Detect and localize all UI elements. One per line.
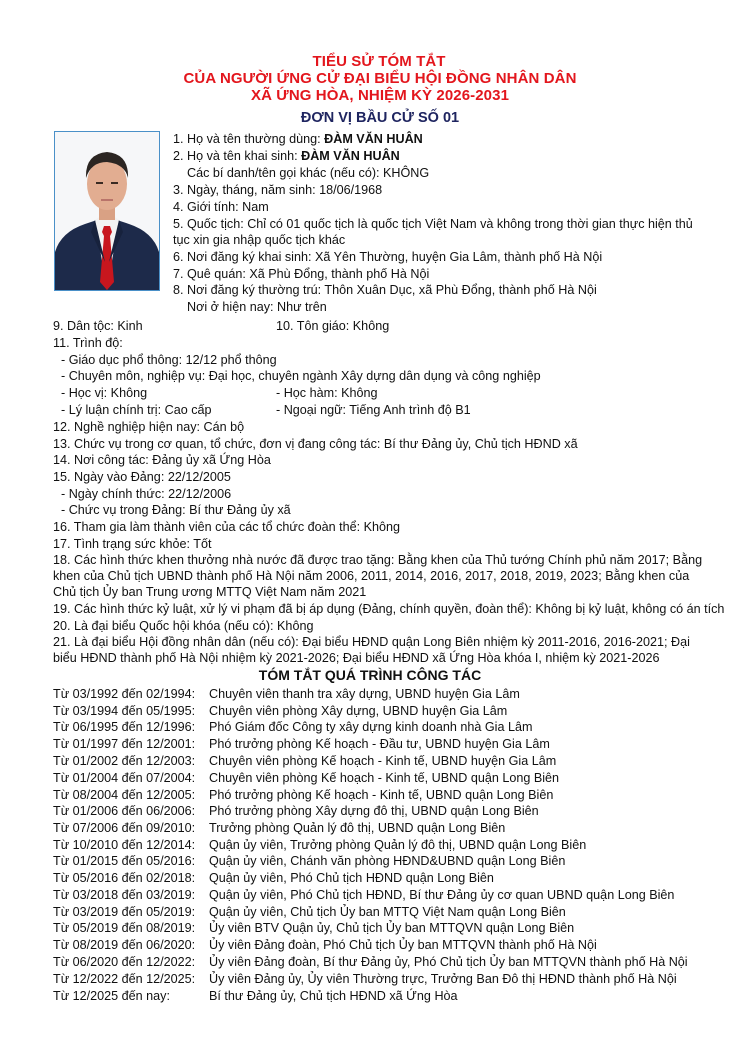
field-nationality-cont: tục xin gia nhập quốc tịch khác <box>173 233 346 247</box>
career-desc: Ủy viên BTV Quận ủy, Chủ tịch Ủy ban MTTQVN quận Long Biên <box>209 921 575 935</box>
career-row <box>53 736 550 753</box>
career-desc: Chuyên viên phòng Kế hoạch - Kinh tế, UBND huyện Gia Lâm <box>209 754 557 768</box>
field-gender: 4. Giới tính: Nam <box>173 200 269 214</box>
career-desc: Ủy viên Đảng ủy, Ủy viên Thường trực, Trưởng Ban Đô thị HĐND thành phố Hà Nội <box>209 972 677 986</box>
field-hometown: 7. Quê quán: Xã Phù Đổng, thành phố Hà Nội <box>173 267 430 281</box>
field-party-position: - Chức vụ trong Đảng: Bí thư Đảng ủy xã <box>61 503 291 517</box>
field-academic-degree: - Học vị: Không <box>61 386 148 400</box>
career-period: Từ 12/2022 đến 12/2025: <box>53 972 196 986</box>
career-desc: Quận ủy viên, Chủ tịch Ủy ban MTTQ Việt Nam quận Long Biên <box>209 905 566 919</box>
career-period: Từ 08/2019 đến 06/2020: <box>53 938 196 952</box>
field-discipline: 19. Các hình thức kỷ luật, xử lý vi phạm đã bị áp dụng (Đảng, chính quyền, đoàn thể): Không bị kỷ luật, không có án tích <box>53 602 725 616</box>
document-header <box>0 53 740 127</box>
career-period: Từ 03/2018 đến 03/2019: <box>53 888 196 902</box>
career-row <box>53 803 539 820</box>
field-national-assembly: 20. Là đại biểu Quốc hội khóa (nếu có): Không <box>53 619 314 633</box>
career-desc: Ủy viên Đảng đoàn, Phó Chủ tịch Ủy ban MTTQVN thành phố Hà Nội <box>209 938 597 952</box>
career-desc: Phó trưởng phòng Kế hoạch - Kinh tế, UBND quận Long Biên <box>209 788 554 802</box>
field-aliases: Các bí danh/tên gọi khác (nếu có): KHÔNG <box>187 166 430 180</box>
career-row <box>53 853 565 870</box>
career-row <box>53 971 677 988</box>
field-political-theory: - Lý luận chính trị: Cao cấp <box>61 403 212 417</box>
candidate-portrait <box>54 131 160 291</box>
field-birth-date: 3. Ngày, tháng, năm sinh: 18/06/1968 <box>173 183 383 197</box>
field-birth-name: 2. Họ và tên khai sinh: ĐÀM VĂN HUÂN <box>173 149 400 163</box>
common-name-value: ĐÀM VĂN HUÂN <box>324 132 423 146</box>
field-education-heading: 11. Trình độ: <box>53 336 123 350</box>
career-period: Từ 01/2006 đến 06/2006: <box>53 804 196 818</box>
field-permanent-residence: 8. Nơi đăng ký thường trú: Thôn Xuân Dục, xã Phù Đổng, thành phố Hà Nội <box>173 283 597 297</box>
career-period: Từ 08/2004 đến 12/2005: <box>53 788 196 802</box>
career-desc: Chuyên viên thanh tra xây dựng, UBND huyện Gia Lâm <box>209 687 520 701</box>
career-period: Từ 03/2019 đến 05/2019: <box>53 905 196 919</box>
career-desc: Quận ủy viên, Phó Chủ tịch HĐND, Bí thư Đảng ủy cơ quan UBND quận Long Biên <box>209 888 675 902</box>
career-row <box>53 703 507 720</box>
field-awards-cont-1: khen của Chủ tịch UBND thành phố Hà Nội năm 2006, 2011, 2014, 2016, 2017, 2018, 2019, 2023; Bằng khen của <box>53 569 690 583</box>
career-desc: Bí thư Đảng ủy, Chủ tịch HĐND xã Ứng Hòa <box>209 989 458 1003</box>
field-religion: 10. Tôn giáo: Không <box>276 319 390 333</box>
career-period: Từ 06/2020 đến 12/2022: <box>53 955 196 969</box>
career-heading: TÓM TẮT QUÁ TRÌNH CÔNG TÁC <box>258 667 482 683</box>
career-row <box>53 954 688 971</box>
career-period: Từ 01/2002 đến 12/2003: <box>53 754 196 768</box>
career-desc: Phó Giám đốc Công ty xây dựng kinh doanh nhà Gia Lâm <box>209 720 533 734</box>
career-row <box>53 887 674 904</box>
title-line-2: CỦA NGƯỜI ỨNG CỬ ĐẠI BIỂU HỘI ĐỒNG NHÂN DÂN <box>183 70 577 87</box>
career-period: Từ 10/2010 đến 12/2014: <box>53 838 196 852</box>
career-desc: Phó trưởng phòng Kế hoạch - Đầu tư, UBND huyện Gia Lâm <box>209 737 550 751</box>
career-desc: Trưởng phòng Quản lý đô thị, UBND quận Long Biên <box>209 821 506 835</box>
career-period: Từ 05/2019 đến 08/2019: <box>53 921 196 935</box>
career-desc: Quận ủy viên, Trưởng phòng Quản lý đô thị, UBND quận Long Biên <box>209 838 587 852</box>
title-line-3: XÃ ỨNG HÒA, NHIỆM KỲ 2026-2031 <box>250 87 510 104</box>
career-period: Từ 12/2025 đến nay: <box>53 989 170 1003</box>
birth-name-value: ĐÀM VĂN HUÂN <box>301 149 400 163</box>
portrait-image <box>55 132 159 290</box>
field-current-residence: Nơi ở hiện nay: Như trên <box>187 300 327 314</box>
career-row <box>53 988 458 1005</box>
career-period: Từ 05/2016 đến 02/2018: <box>53 871 196 885</box>
career-row <box>53 820 505 837</box>
career-period: Từ 06/1995 đến 12/1996: <box>53 720 196 734</box>
career-row <box>53 837 586 854</box>
career-period: Từ 01/1997 đến 12/2001: <box>53 737 196 751</box>
career-row <box>53 770 559 787</box>
career-row <box>53 719 532 736</box>
career-period: Từ 07/2006 đến 09/2010: <box>53 821 196 835</box>
career-desc: Chuyên viên phòng Kế hoạch - Kinh tế, UBND quận Long Biên <box>209 771 560 785</box>
field-peoples-council-cont: biểu HĐND thành phố Hà Nội nhiệm kỳ 2021-2026; Đại biểu HĐND xã Ứng Hòa khóa I, nhiệm kỳ 2021-2026 <box>53 651 660 665</box>
career-period: Từ 03/1992 đến 02/1994: <box>53 687 196 701</box>
career-desc: Chuyên viên phòng Xây dựng, UBND huyện Gia Lâm <box>209 704 508 718</box>
career-row <box>53 686 520 703</box>
electoral-unit-subtitle: ĐƠN VỊ BẦU CỬ SỐ 01 <box>300 110 460 126</box>
career-row <box>53 920 574 937</box>
career-desc: Quận ủy viên, Chánh văn phòng HĐND&UBND quận Long Biên <box>209 854 566 868</box>
field-position: 13. Chức vụ trong cơ quan, tổ chức, đơn vị đang công tác: Bí thư Đảng ủy, Chủ tịch HĐND xã <box>53 437 578 451</box>
field-ethnicity: 9. Dân tộc: Kinh <box>53 319 143 333</box>
field-general-education: - Giáo dục phổ thông: 12/12 phổ thông <box>61 353 277 367</box>
field-party-official-date: - Ngày chính thức: 22/12/2006 <box>61 487 232 501</box>
field-organizations: 16. Tham gia làm thành viên của các tổ chức đoàn thể: Không <box>53 520 401 534</box>
career-desc: Phó trưởng phòng Xây dựng đô thị, UBND quận Long Biên <box>209 804 539 818</box>
career-row <box>53 753 556 770</box>
career-period: Từ 03/1994 đến 05/1995: <box>53 704 196 718</box>
field-peoples-council: 21. Là đại biểu Hội đồng nhân dân (nếu có): Đại biểu HĐND quận Long Biên nhiệm kỳ 2011-2016, 2016-2021; Đại <box>53 635 690 649</box>
career-desc: Ủy viên Đảng đoàn, Bí thư Đảng ủy, Phó Chủ tịch Ủy ban MTTQVN thành phố Hà Nội <box>209 955 688 969</box>
field-foreign-language: - Ngoại ngữ: Tiếng Anh trình độ B1 <box>276 403 471 417</box>
field-party-join-date: 15. Ngày vào Đảng: 22/12/2005 <box>53 470 231 484</box>
career-period: Từ 01/2015 đến 05/2016: <box>53 854 196 868</box>
field-common-name: 1. Họ và tên thường dùng: ĐÀM VĂN HUÂN <box>173 132 423 146</box>
field-occupation: 12. Nghề nghiệp hiện nay: Cán bộ <box>53 420 245 434</box>
career-row <box>53 904 566 921</box>
field-professional-training: - Chuyên môn, nghiệp vụ: Đại học, chuyên ngành Xây dựng dân dụng và công nghiệp <box>61 369 541 383</box>
career-desc: Quận ủy viên, Phó Chủ tịch HĐND quận Long Biên <box>209 871 494 885</box>
field-awards: 18. Các hình thức khen thưởng nhà nước đã được trao tặng: Bằng khen của Thủ tướng Chính phủ năm 2017; Bằng <box>53 553 703 567</box>
field-health: 17. Tình trạng sức khỏe: Tốt <box>53 537 212 551</box>
career-row <box>53 787 553 804</box>
title-line-1: TIỂU SỬ TÓM TẮT <box>312 53 446 70</box>
career-row <box>53 870 494 887</box>
field-birth-registration: 6. Nơi đăng ký khai sinh: Xã Yên Thường, huyện Gia Lâm, thành phố Hà Nội <box>173 250 603 264</box>
career-period: Từ 01/2004 đến 07/2004: <box>53 771 196 785</box>
field-nationality: 5. Quốc tịch: Chỉ có 01 quốc tịch là quốc tịch Việt Nam và không trong thời gian thực hiện thủ <box>173 217 693 231</box>
career-row <box>53 937 597 954</box>
field-academic-title: - Học hàm: Không <box>276 386 378 400</box>
field-awards-cont-2: Chủ tịch Ủy ban Trung ương MTTQ Việt Nam năm 2021 <box>53 585 367 599</box>
field-workplace: 14. Nơi công tác: Đảng ủy xã Ứng Hòa <box>53 453 271 467</box>
